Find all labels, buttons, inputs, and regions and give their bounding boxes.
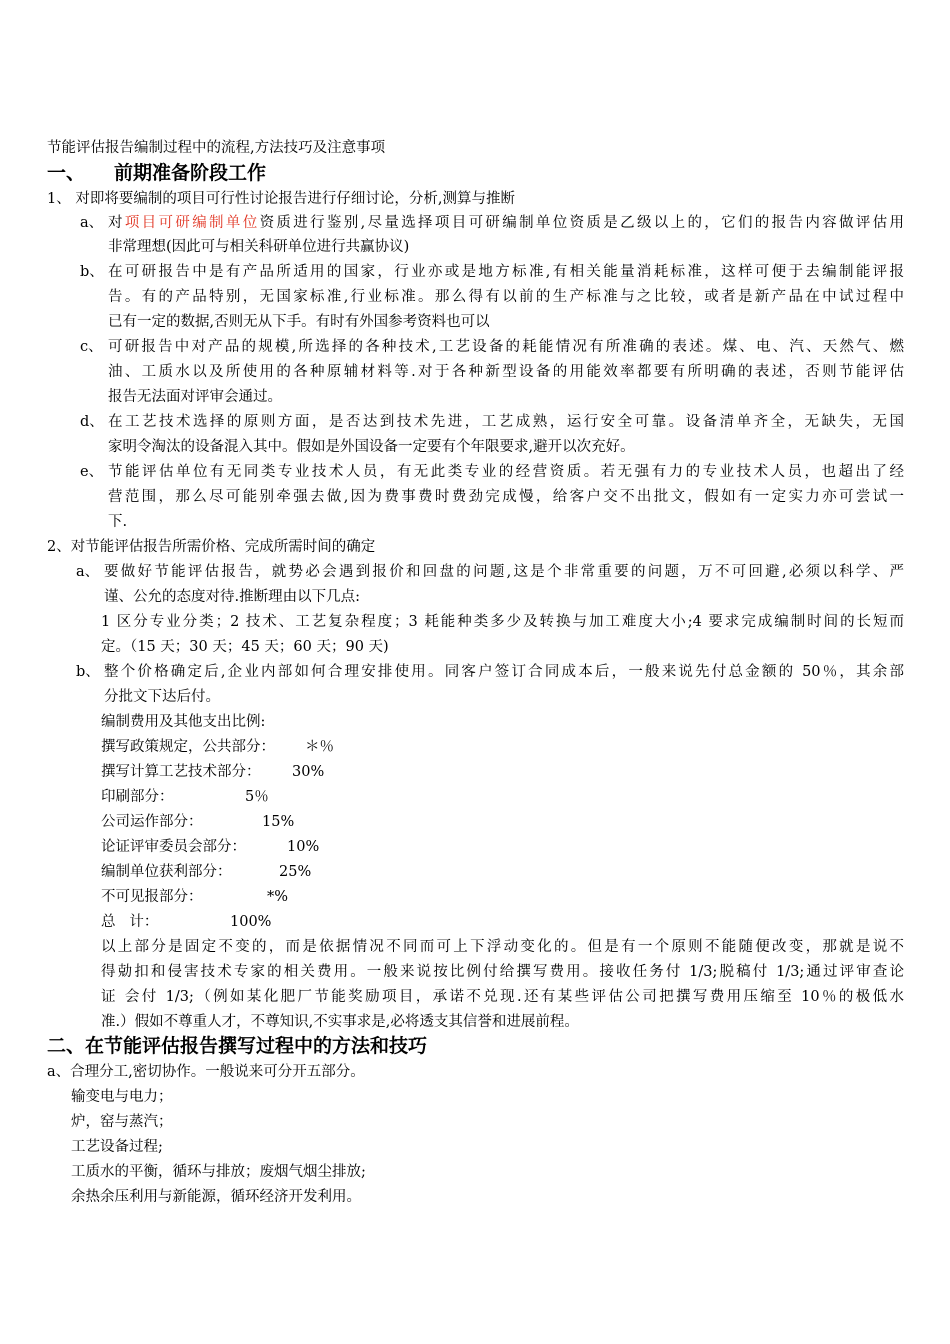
- cost-value: 5％: [245, 789, 269, 805]
- cost-note-line-1: 以上部分是固定不变的，而是依据情况不同而可上下浮动变化的。但是有一个原则不能随便改变，那就是说不: [101, 939, 904, 955]
- cost-label: 撰写计算工艺技术部分：: [101, 764, 261, 780]
- part-item: 余热余压利用与新能源，循环经济开发利用。: [71, 1189, 361, 1205]
- item-2a-marker: a、: [76, 564, 100, 580]
- cost-list-title: 编制费用及其他支出比例:: [101, 714, 266, 730]
- item-1d-line-1: 在工艺技术选择的原则方面，是否达到技术先进，工艺成熟，运行安全可靠。设备清单齐全，无缺失，无国: [108, 414, 904, 430]
- item-1c-line-1: 可研报告中对产品的规模,所选择的各种技术,工艺设备的耗能情况有所准确的表述。煤、电、汽、天然气、燃: [108, 339, 904, 355]
- cost-label: 总 计：: [101, 914, 159, 930]
- item-1b-line-2: 告。有的产品特别，无国家标准,行业标准。那么得有以前的生产标准与之比较，或者是新产品在中试过程中: [108, 289, 904, 305]
- item-1e-line-3: 下.: [108, 514, 128, 530]
- item-1a-marker: a、: [80, 215, 104, 231]
- item-1e-line-1: 节能评估单位有无同类专业技术人员，有无此类专业的经营资质。若无强有力的专业技术人员，也超出了经: [108, 464, 904, 480]
- part-item: 工质水的平衡，循环与排放；废烟气烟尘排放;: [71, 1164, 366, 1180]
- section-1-number: 一、: [47, 162, 86, 184]
- document-title: 节能评估报告编制过程中的流程,方法技巧及注意事项: [47, 140, 386, 156]
- cost-label: 不可见报部分：: [101, 889, 203, 905]
- item-1c-marker: c、: [80, 339, 103, 355]
- item-2b-marker: b、: [76, 664, 100, 680]
- section-2-heading: 二、在节能评估报告撰写过程中的方法和技巧: [47, 1035, 428, 1057]
- item-2-lead: 2、对节能评估报告所需价格、完成所需时间的确定: [47, 539, 376, 555]
- cost-value: 15%: [262, 814, 295, 830]
- item-1c-line-2: 油、工质水以及所使用的各种原辅材料等.对于各种新型设备的用能效率都要有所明确的表述，否则节能评估: [108, 364, 904, 380]
- cost-label: 撰写政策规定，公共部分：: [101, 739, 275, 755]
- cost-note-line-2: 得勀扣和侵害技术专家的相关费用。一般来说按比例付给撰写费用。接收任务付 1/3;脱稿付 1/3;通过评审查论: [101, 964, 904, 980]
- item-2a-line-4: 定。（15 天；30 天；45 天；60 天；90 天): [101, 639, 389, 655]
- cost-value: 30%: [292, 764, 325, 780]
- cost-label: 论证评审委员会部分：: [101, 839, 246, 855]
- cost-label: 公司运作部分：: [101, 814, 203, 830]
- item-2b-line-1: 整个价格确定后,企业内部如何合理安排使用。同客户签订合同成本后，一般来说先付总金额的 50％，其余部: [104, 664, 904, 680]
- item-1e-marker: e、: [80, 464, 104, 480]
- item-1b-line-1: 在可研报告中是有产品所适用的国家，行业亦或是地方标准,有相关能量消耗标准，这样可便于去编制能评报: [108, 264, 904, 280]
- cost-value: *%: [267, 889, 289, 905]
- cost-note-line-4: 准.）假如不尊重人才，不尊知识,不实事求是,必将透支其信誉和进展前程。: [101, 1014, 579, 1030]
- cost-value: 25%: [279, 864, 312, 880]
- item-1a-line-2: 非常理想(因此可与相关科研单位进行共赢协议): [108, 239, 410, 255]
- item-1b-line-3: 已有一定的数据,否则无从下手。有时有外国参考资料也可以: [108, 314, 490, 330]
- item-2b-line-2: 分批文下达后付。: [104, 689, 220, 705]
- cost-value: 100%: [230, 914, 272, 930]
- item-1a-line-1: 对项目可研编制单位资质进行鉴别,尽量选择项目可研编制单位资质是乙级以上的，它们的报告内容做评估用: [108, 215, 905, 231]
- cost-note-line-3: 证 会付 1/3;（例如某化肥厂节能奖励项目，承诺不兑现.还有某些评估公司把撰写费用压缩至 10％的极低水: [101, 989, 904, 1005]
- part-item: 工艺设备过程;: [71, 1139, 163, 1155]
- part-item: 输变电与电力；: [71, 1089, 173, 1105]
- item-1-lead: 1、 对即将要编制的项目可行性讨论报告进行仔细讨论，分析,测算与推断: [47, 191, 515, 207]
- item-1d-marker: d、: [80, 414, 104, 430]
- item-2a-line-1: 要做好节能评估报告，就势必会遇到报价和回盘的问题,这是个非常重要的问题，万不可回避,必须以科学、严: [104, 564, 904, 580]
- item-1e-line-2: 营范围，那么尽可能别牵强去做,因为费事费时费劲完成慢，给客户交不出批文，假如有一定实力亦可尝试一: [108, 489, 904, 505]
- item-1b-marker: b、: [80, 264, 104, 280]
- cost-label: 编制单位获利部分：: [101, 864, 232, 880]
- cost-value: 10%: [287, 839, 320, 855]
- item-2a-line-2: 谨、公允的态度对待.推断理由以下几点:: [104, 589, 360, 605]
- cost-value: ＊％: [305, 739, 334, 755]
- item-1d-line-2: 家明令淘汰的设备混入其中。假如是外国设备一定要有个年限要求,避开以次充好。: [108, 439, 635, 455]
- cost-label: 印刷部分：: [101, 789, 174, 805]
- item-1c-line-3: 报告无法面对评审会通过。: [108, 389, 282, 405]
- part-item: 炉，窑与蒸汽；: [71, 1114, 173, 1130]
- section-2-lead: a、合理分工,密切协作。一般说来可分开五部分。: [47, 1064, 365, 1080]
- highlighted-text: 项目可研编制单位: [124, 215, 260, 231]
- item-2a-line-3: 1 区分专业分类；2 技术、工艺复杂程度；3 耗能种类多少及转换与加工难度大小;4 要求完成编制时间的长短而: [101, 614, 904, 630]
- section-1-heading: 前期准备阶段工作: [114, 162, 267, 184]
